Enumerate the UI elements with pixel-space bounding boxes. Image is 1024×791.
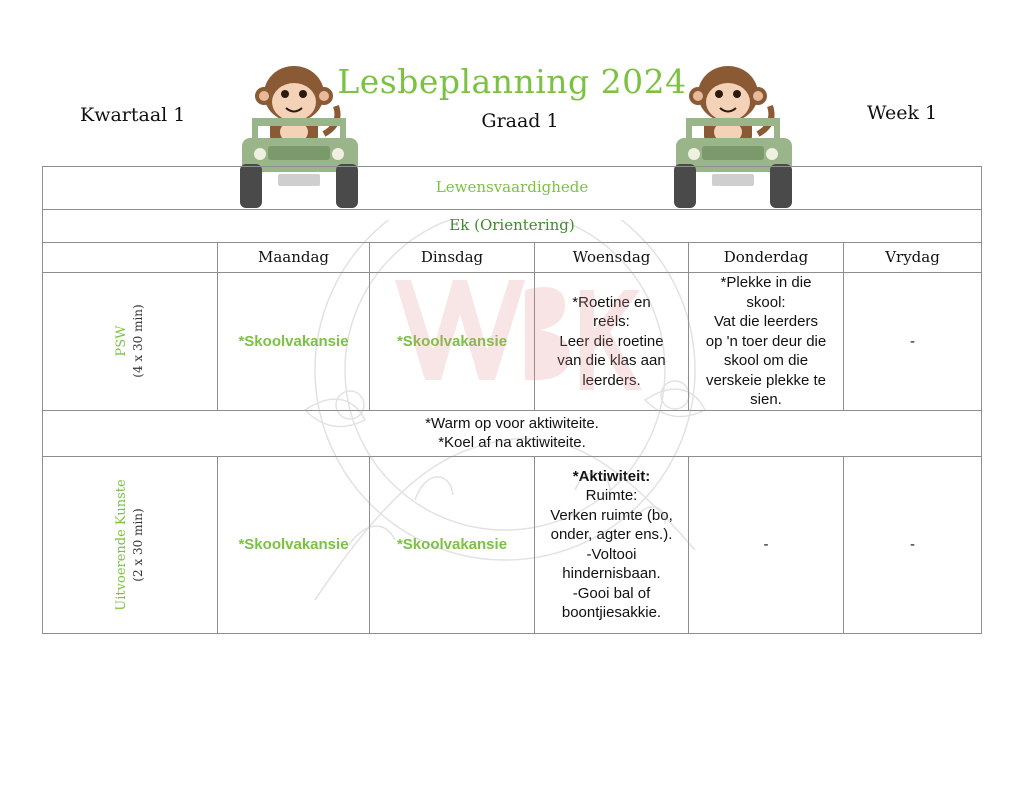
- quarter-label: Kwartaal 1: [80, 104, 186, 126]
- kunste-woensdag-line: -Voltooi: [586, 545, 637, 563]
- psw-label-cell: [43, 273, 218, 411]
- days-header-row: [43, 243, 982, 273]
- psw-donderdag-line: skool om die: [723, 352, 809, 369]
- kunste-woensdag-cell: [535, 456, 689, 633]
- topic-row: [43, 210, 982, 243]
- psw-woensdag-line: *Roetine en: [572, 293, 651, 311]
- psw-subject-name: PSW: [114, 325, 129, 357]
- subject-row: [43, 167, 982, 210]
- psw-donderdag-line: skool:: [746, 293, 786, 311]
- kunste-woensdag-line: boontjiesakkie.: [561, 604, 662, 621]
- subject-title: Lewensvaardighede: [43, 167, 982, 210]
- corner-cell: [43, 243, 218, 273]
- day-header: Woensdag: [535, 243, 689, 273]
- kunste-vrydag-cell: -: [844, 456, 982, 633]
- psw-row: [43, 273, 982, 411]
- grade-label: Graad 1: [481, 110, 559, 132]
- cooldown-line: *Koel af na aktiwiteite.: [438, 434, 586, 451]
- kunste-woensdag-line: -Gooi bal of: [572, 584, 651, 602]
- kunste-woensdag-line: onder, agter ens.).: [550, 526, 673, 543]
- kunste-woensdag-line: hindernisbaan.: [562, 565, 661, 582]
- psw-woensdag-cell: [535, 273, 689, 411]
- psw-donderdag-cell: [689, 273, 844, 411]
- kunste-maandag-cell: *Skoolvakansie: [218, 456, 370, 633]
- kunste-duration: (2 x 30 min): [131, 507, 145, 582]
- psw-donderdag-line: *Plekke in die: [720, 274, 812, 291]
- day-header: Donderdag: [689, 243, 844, 273]
- day-header: Dinsdag: [370, 243, 535, 273]
- psw-woensdag-line: Leer die roetine: [559, 332, 664, 350]
- kunste-woensdag-heading: *Aktiwiteit:: [572, 467, 651, 485]
- kunste-row: [43, 456, 982, 633]
- kunste-label-cell: [43, 456, 218, 633]
- psw-woensdag-line: van die klas aan: [557, 352, 666, 369]
- psw-duration: (4 x 30 min): [131, 304, 145, 378]
- psw-donderdag-line: sien.: [750, 391, 782, 408]
- psw-donderdag-line: verskeie plekke te: [705, 371, 827, 389]
- warmup-cell: [43, 410, 982, 456]
- kunste-dinsdag-cell: *Skoolvakansie: [370, 456, 535, 633]
- psw-donderdag-line: Vat die leerders: [714, 313, 818, 330]
- psw-vrydag-cell: -: [844, 273, 982, 411]
- day-header: Vrydag: [844, 243, 982, 273]
- kunste-woensdag-line: Verken ruimte (bo,: [550, 506, 673, 524]
- psw-woensdag-line: leerders.: [582, 371, 641, 389]
- page-title: Lesbeplanning 2024: [337, 62, 687, 101]
- topic-title: Ek (Orientering): [43, 210, 982, 243]
- lesson-plan-table: [42, 166, 982, 634]
- week-label: Week 1: [867, 102, 938, 124]
- psw-maandag-cell: *Skoolvakansie: [218, 273, 370, 411]
- warmup-line: *Warm op voor aktiwiteite.: [425, 414, 599, 432]
- day-header: Maandag: [218, 243, 370, 273]
- kunste-woensdag-line: Ruimte:: [585, 487, 638, 504]
- psw-donderdag-line: op 'n toer deur die: [705, 332, 827, 350]
- kunste-donderdag-cell: -: [689, 456, 844, 633]
- psw-dinsdag-cell: *Skoolvakansie: [370, 273, 535, 411]
- kunste-subject-name: Uitvoerende Kunste: [114, 478, 129, 611]
- warmup-row: [43, 410, 982, 456]
- psw-woensdag-line: reëls:: [593, 313, 630, 330]
